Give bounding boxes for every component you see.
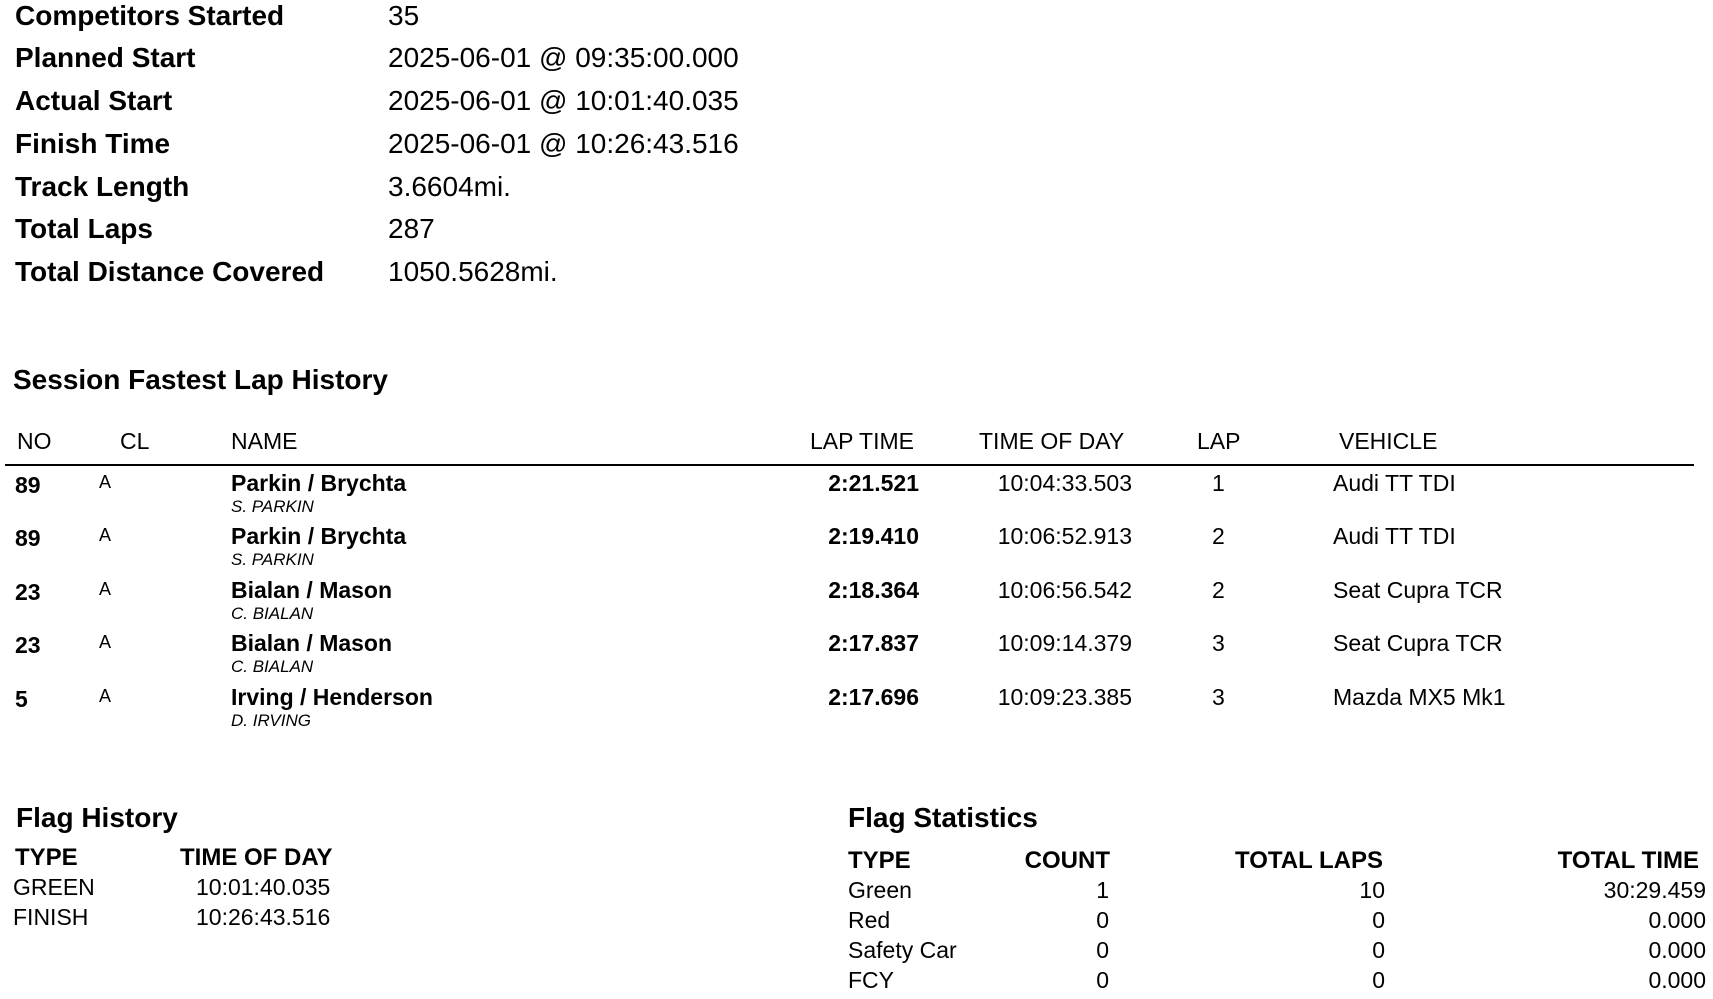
column-header-time-of-day: TIME OF DAY [979, 428, 1125, 454]
team-name: Parkin / Brychta [231, 523, 407, 549]
vehicle: Audi TT TDI [1333, 470, 1456, 496]
driver-name: C. BIALAN [231, 657, 314, 676]
section-title: Flag Statistics [848, 802, 1038, 833]
car-number: 89 [15, 525, 41, 551]
info-value: 35 [388, 0, 420, 31]
flag-count: 0 [1096, 907, 1109, 933]
info-label: Total Laps [15, 213, 153, 244]
flag-type: GREEN [13, 874, 95, 900]
team-name: Bialan / Mason [231, 577, 393, 603]
section-title: Flag History [16, 802, 178, 833]
flag-total-time: 0.000 [1648, 937, 1706, 963]
car-number: 89 [15, 472, 41, 498]
column-header-name: NAME [231, 428, 298, 454]
lap-time: 2:19.410 [828, 523, 919, 549]
column-header-total-laps: TOTAL LAPS [1234, 847, 1383, 874]
flag-type: Green [848, 877, 912, 903]
flag-count: 1 [1096, 877, 1109, 903]
vehicle: Mazda MX5 Mk1 [1333, 684, 1506, 710]
flag-total-laps: 10 [1359, 877, 1385, 903]
info-label: Competitors Started [15, 0, 285, 31]
info-value: 2025-06-01 @ 09:35:00.000 [388, 42, 739, 73]
team-name: Bialan / Mason [231, 630, 393, 656]
column-header-cl: CL [120, 428, 150, 454]
section-title: Session Fastest Lap History [13, 364, 389, 395]
flag-total-time: 0.000 [1648, 967, 1706, 993]
driver-name: D. IRVING [231, 711, 311, 730]
info-value: 287 [388, 213, 435, 244]
flag-total-time: 0.000 [1648, 907, 1706, 933]
flag-type: FINISH [13, 904, 89, 930]
column-header-no: NO [17, 428, 52, 454]
column-header-total-time: TOTAL TIME [1557, 847, 1699, 874]
column-header-count: COUNT [1024, 847, 1110, 874]
lap-number: 3 [1212, 684, 1225, 710]
column-header-time-of-day: TIME OF DAY [180, 844, 333, 871]
flag-total-time: 30:29.459 [1603, 877, 1706, 903]
flag-total-laps: 0 [1372, 907, 1385, 933]
vehicle: Seat Cupra TCR [1333, 630, 1503, 656]
time-of-day: 10:06:56.542 [997, 577, 1132, 603]
flag-total-laps: 0 [1372, 937, 1385, 963]
driver-name: S. PARKIN [231, 497, 314, 516]
lap-time: 2:18.364 [828, 577, 919, 603]
info-label: Total Distance Covered [15, 256, 325, 287]
flag-type: FCY [848, 967, 894, 993]
time-of-day: 10:09:23.385 [997, 684, 1132, 710]
info-value: 1050.5628mi. [388, 256, 558, 287]
lap-time: 2:17.696 [828, 684, 919, 710]
lap-time: 2:21.521 [828, 470, 919, 496]
class-label: A [99, 525, 112, 545]
car-number: 23 [15, 632, 41, 658]
driver-name: C. BIALAN [231, 604, 314, 623]
driver-name: S. PARKIN [231, 550, 314, 569]
vehicle: Audi TT TDI [1333, 523, 1456, 549]
team-name: Irving / Henderson [231, 684, 433, 710]
time-of-day: 10:09:14.379 [997, 630, 1132, 656]
time-of-day: 10:04:33.503 [997, 470, 1132, 496]
info-label: Actual Start [15, 85, 173, 116]
class-label: A [99, 632, 112, 652]
team-name: Parkin / Brychta [231, 470, 407, 496]
flag-count: 0 [1096, 967, 1109, 993]
info-label: Planned Start [15, 42, 196, 73]
column-header-lap-time: LAP TIME [810, 428, 914, 454]
info-value: 3.6604mi. [388, 171, 511, 202]
column-header-type: TYPE [15, 844, 78, 871]
info-label: Track Length [15, 171, 190, 202]
lap-number: 2 [1212, 523, 1225, 549]
car-number: 5 [15, 686, 28, 712]
flag-time: 10:26:43.516 [196, 904, 331, 930]
flag-total-laps: 0 [1372, 967, 1385, 993]
lap-number: 3 [1212, 630, 1225, 656]
info-value: 2025-06-01 @ 10:01:40.035 [388, 85, 739, 116]
column-header-vehicle: VEHICLE [1339, 428, 1438, 454]
lap-time: 2:17.837 [828, 630, 919, 656]
flag-type: Safety Car [848, 937, 957, 963]
lap-number: 2 [1212, 577, 1225, 603]
lap-number: 1 [1212, 470, 1225, 496]
car-number: 23 [15, 579, 41, 605]
flag-count: 0 [1096, 937, 1109, 963]
vehicle: Seat Cupra TCR [1333, 577, 1503, 603]
class-label: A [99, 579, 112, 599]
info-label: Finish Time [15, 128, 171, 159]
class-label: A [99, 472, 112, 492]
flag-type: Red [848, 907, 891, 933]
info-value: 2025-06-01 @ 10:26:43.516 [388, 128, 739, 159]
flag-time: 10:01:40.035 [196, 874, 331, 900]
class-label: A [99, 686, 112, 706]
column-header-type: TYPE [848, 847, 911, 874]
time-of-day: 10:06:52.913 [997, 523, 1132, 549]
column-header-lap: LAP [1197, 428, 1241, 454]
header-divider [5, 464, 1694, 466]
